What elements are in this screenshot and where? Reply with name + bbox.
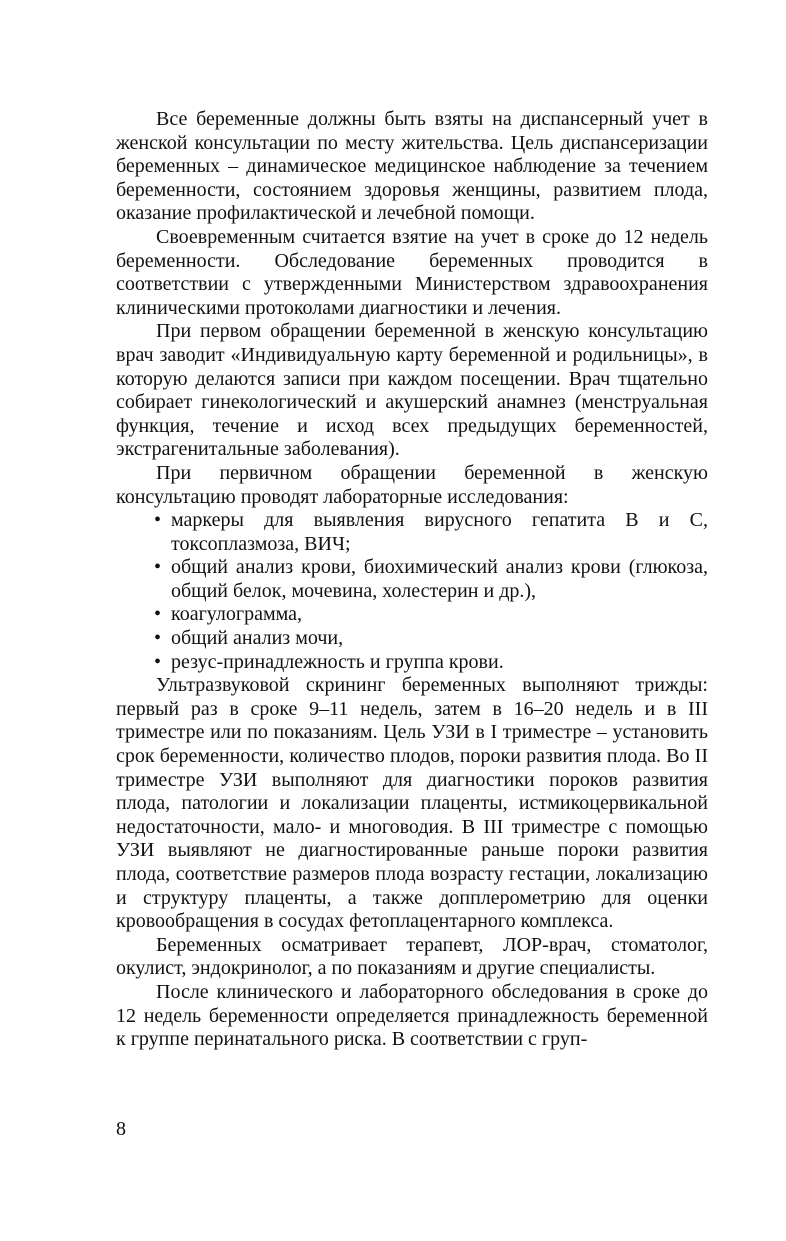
lab-tests-list [116, 509, 708, 674]
bullet-icon: • [154, 556, 162, 579]
page-body [116, 108, 708, 1052]
list-item [116, 603, 708, 627]
list-item-text: резус-принадлежность и группа крови. [171, 650, 504, 673]
paragraph-first-visit: При первом обращении беременной в женскую консультацию врач заводит «Индивидуальную карту беременной и родильницы», в которую делаются записи при каждом посещении. Врач тщательно собирает гинекологический и акушерский анамнез (менструальная функция, течение и исход всех предыдущих беременностей, экстрагенитальные заболевания). [116, 320, 708, 461]
list-item-text: коагулограмма, [171, 603, 303, 626]
list-item [116, 627, 708, 651]
paragraph-dispensary-registration: Все беременные должны быть взяты на диспансерный учет в женской консультации по месту жительства. Цель диспансеризации беременных – динамическое медицинское наблюдение за течением беременности, состоянием здоровья женщины, развитием плода, оказание профилактической и лечебной помощи. [116, 108, 708, 225]
list-item-text: маркеры для выявления вирусного гепатита В и С, токсоплазмоза, ВИЧ; [171, 509, 708, 555]
paragraph-timely-registration: Своевременным считается взятие на учет в сроке до 12 недель беременности. Обследование беременных проводится в соответствии с утвержденными Министерством здравоохранения клиническими протоколами диагностики и лечения. [116, 225, 708, 319]
page-number: 8 [116, 1118, 126, 1140]
list-item [116, 556, 708, 603]
list-item [116, 651, 708, 675]
paragraph-ultrasound-screening: Ультразвуковой скрининг беременных выполняют трижды: первый раз в сроке 9–11 недель, затем в 16–20 недель и в III триместре или по показаниям. Цель УЗИ в I триместре – установить срок беременности, количество плодов, пороки развития плода. Во II триместре УЗИ выполняют для диагностики пороков развития плода, патологии и локализации плаценты, истмикоцервикальной недостаточности, мало- и многоводия. В III триместре с помощью УЗИ выявляют не диагностированные раньше пороки развития плода, соответствие размеров плода возрасту гестации, локализацию и структуру плаценты, а также допплерометрию для оценки кровообращения в сосудах фетоплацентарного комплекса. [116, 674, 708, 933]
list-item-text: общий анализ мочи, [171, 627, 344, 650]
paragraph-lab-tests-intro: При первичном обращении беременной в женскую консультацию проводят лабораторные исследования: [116, 461, 708, 508]
paragraph-specialists: Беременных осматривает терапевт, ЛОР-врач, стоматолог, окулист, эндокринолог, а по показаниям и другие специалисты. [116, 933, 708, 980]
bullet-icon: • [154, 509, 162, 532]
list-item-text: общий анализ крови, биохимический анализ крови (глюкоза, общий белок, мочевина, холестерин и др.), [171, 556, 708, 602]
list-item [116, 509, 708, 556]
bullet-icon: • [154, 650, 162, 673]
bullet-icon: • [154, 603, 162, 626]
paragraph-risk-group: После клинического и лабораторного обследования в сроке до 12 недель беременности определяется принадлежность беременной к группе перинатального риска. В соответствии с груп- [116, 980, 708, 1051]
bullet-icon: • [154, 627, 162, 650]
